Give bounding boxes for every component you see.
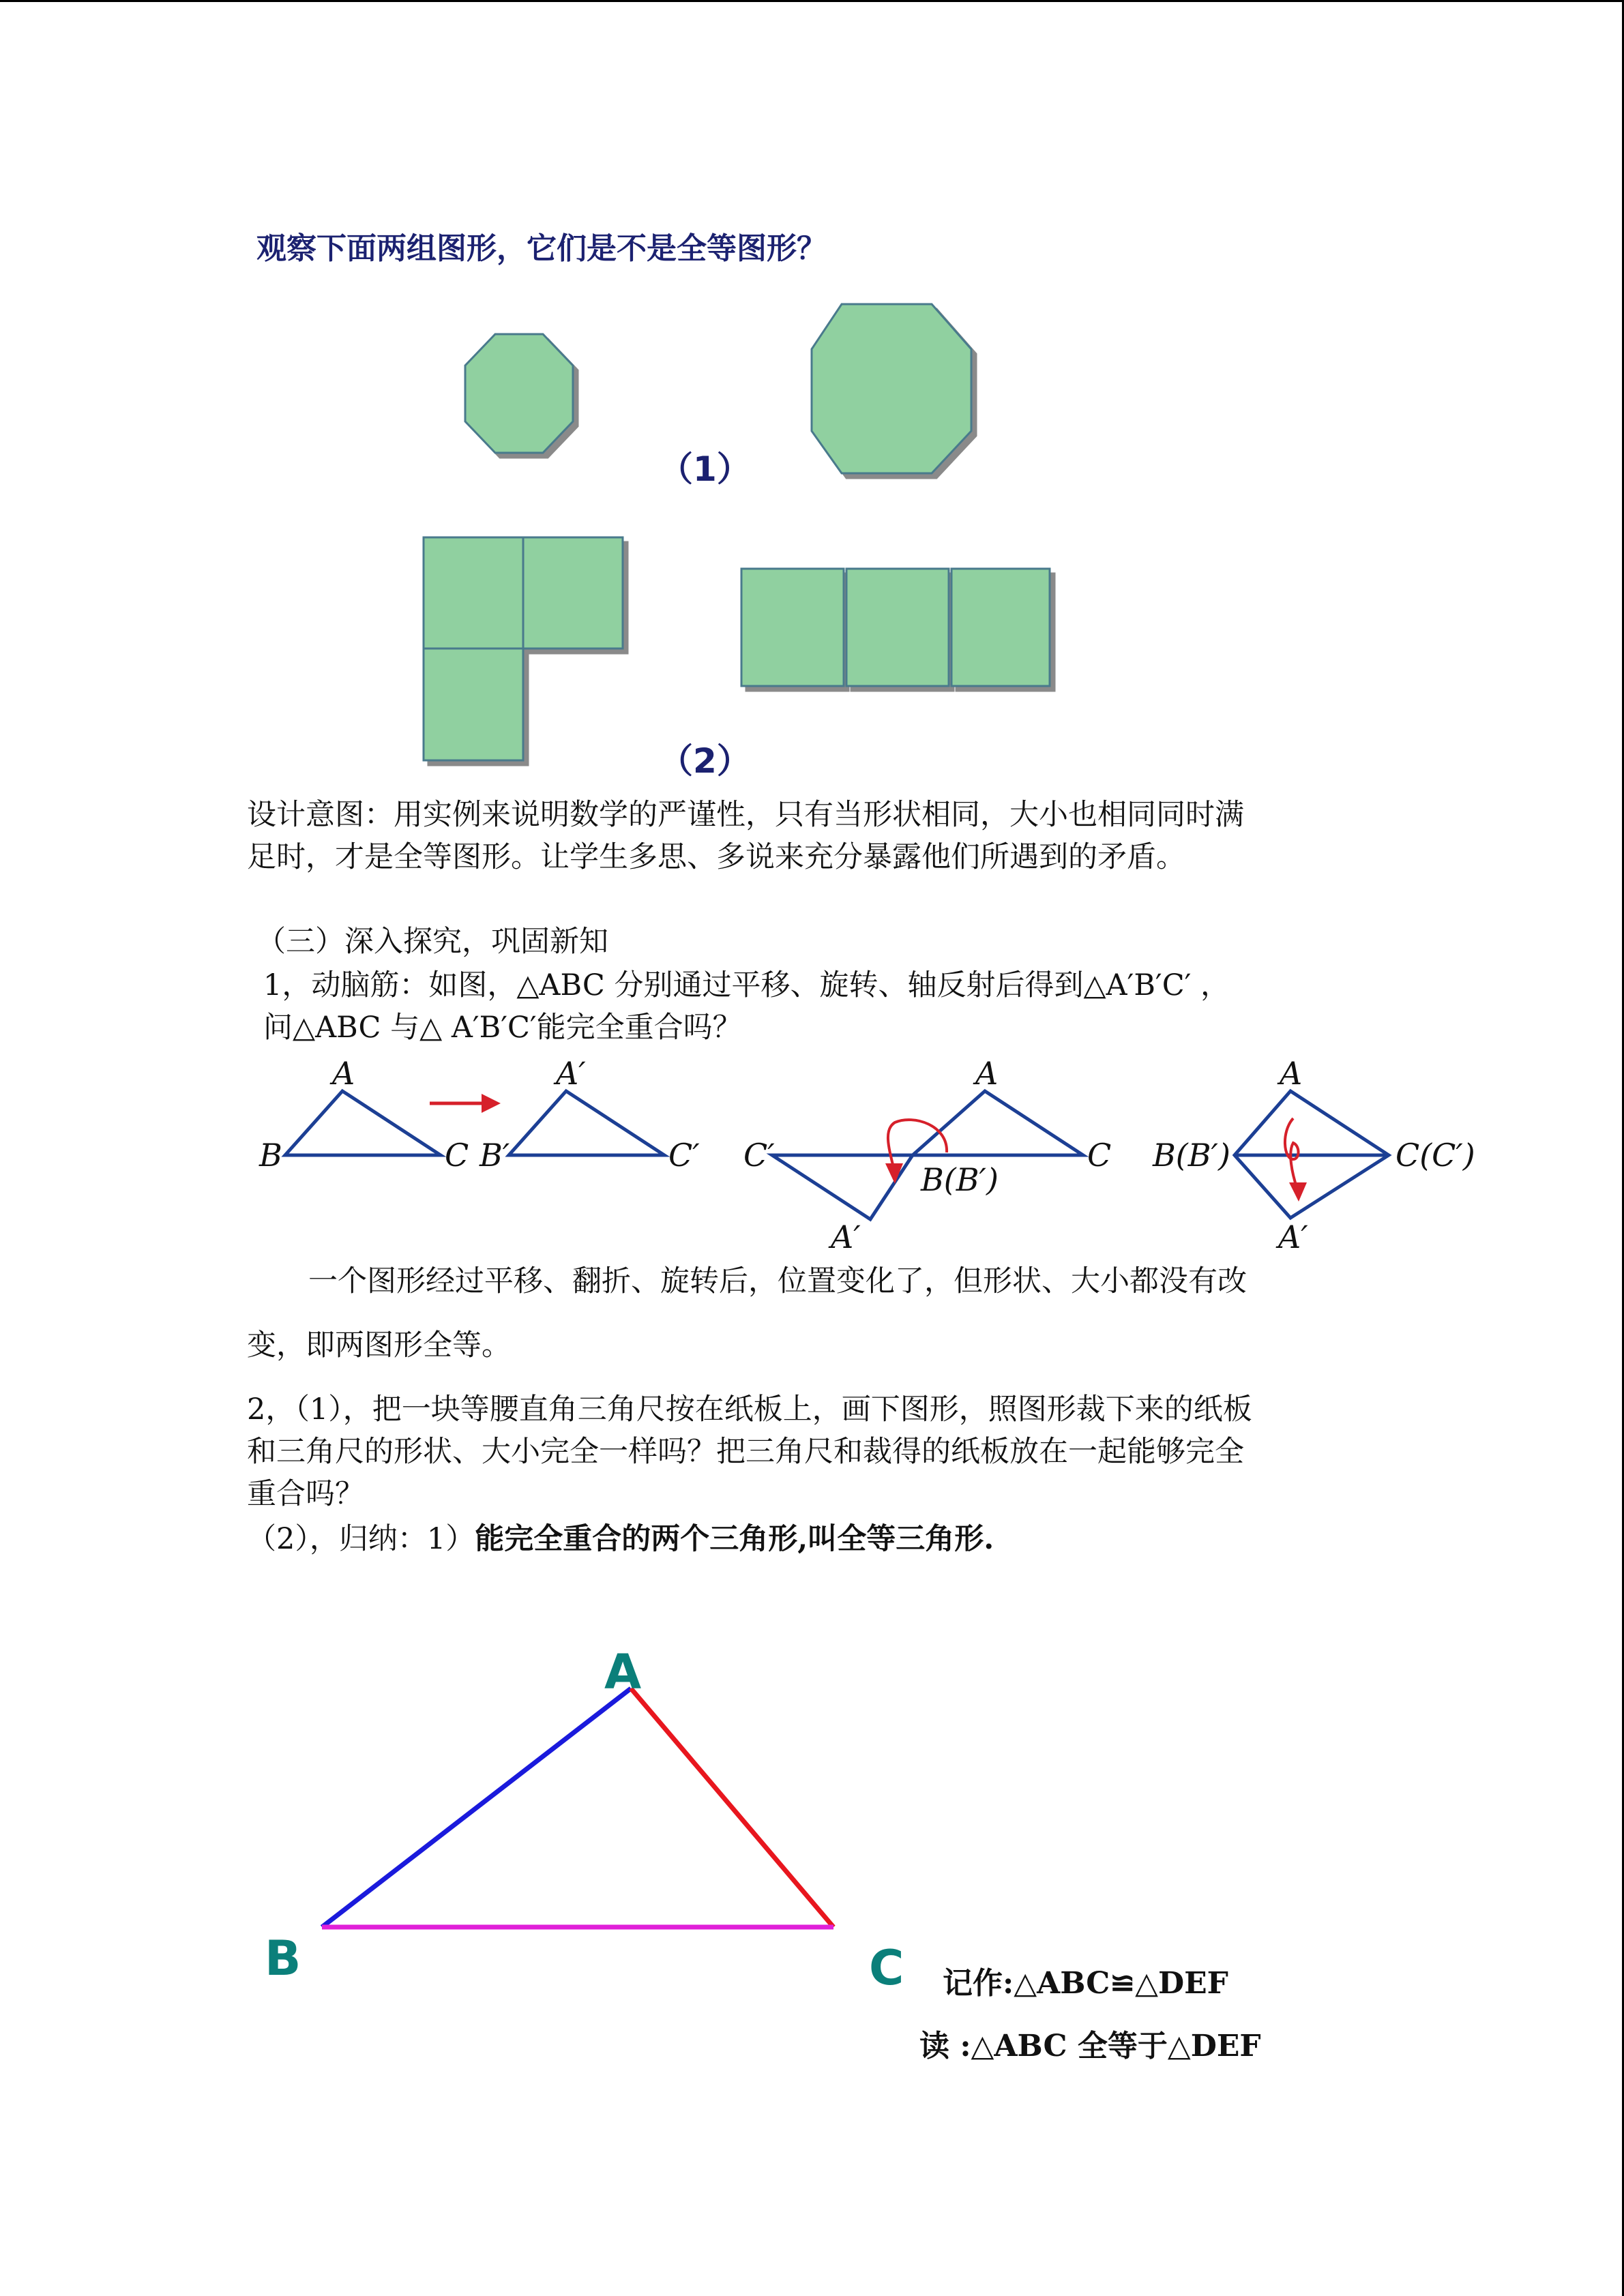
item2-line2: 和三角尺的形状、大小完全一样吗？把三角尺和裁得的纸板放在一起能够完全 (247, 1435, 1244, 1469)
rotate-label-B-B2: B(B′) (921, 1161, 999, 1198)
rotate-label-A2: A′ (831, 1219, 861, 1255)
reflect-label-A2: A′ (1278, 1219, 1308, 1255)
big-label-C: C (869, 1940, 904, 1996)
conclusion-line2: 变，即两图形全等。 (247, 1328, 511, 1362)
section3-item1-line1: 1，动脑筋：如图，△ABC 分别通过平移、旋转、轴反射后得到△A′B′C′ ， (263, 968, 1230, 1002)
conclusion-line1: 一个图形经过平移、翻折、旋转后，位置变化了，但形状、大小都没有改 (308, 1264, 1247, 1298)
rotate-label-A: A (975, 1055, 999, 1092)
big-label-A: A (604, 1644, 642, 1700)
notation-written: 记作:△ABC≌△DEF (943, 1966, 1228, 2001)
group1-label: （1） (659, 449, 751, 489)
side-AC (631, 1688, 833, 1927)
translate-label-B2: B′ (479, 1137, 510, 1174)
section3-item1-line2: 问△ABC 与△ A′B′C′能完全重合吗？ (263, 1011, 742, 1045)
reflect-label-A: A (1280, 1055, 1303, 1092)
reflect-label-C-C2: C(C′) (1396, 1137, 1475, 1174)
big-label-B: B (265, 1930, 301, 1986)
section3-title: （三）深入探究，巩固新知 (256, 925, 608, 959)
group2-label: （2） (659, 741, 751, 781)
design-intent-line1: 设计意图：用实例来说明数学的严谨性，只有当形状相同，大小也相同同时满 (247, 798, 1244, 832)
translate-label-B: B (259, 1137, 282, 1174)
item2-line4-definition: 能完全重合的两个三角形,叫全等三角形. (475, 1522, 994, 1556)
design-intent-line2: 足时，才是全等图形。让学生多思、多说来充分暴露他们所遇到的矛盾。 (247, 840, 1185, 874)
item2-line3: 重合吗？ (247, 1477, 364, 1511)
translate-label-A2: A′ (556, 1055, 586, 1092)
question-heading: 观察下面两组图形，它们是不是全等图形？ (256, 231, 827, 266)
rotate-label-C2: C′ (743, 1137, 775, 1174)
side-AB (322, 1688, 631, 1927)
item2-line4-prefix: （2），归纳：1） (247, 1522, 475, 1556)
translate-label-A: A (332, 1055, 355, 1092)
translate-label-C: C (445, 1137, 469, 1174)
reflect-label-B-B2: B(B′) (1153, 1137, 1230, 1174)
rotate-label-C: C (1087, 1137, 1112, 1174)
translate-label-C2: C′ (668, 1137, 700, 1174)
notation-read: 读 :△ABC 全等于△DEF (919, 2029, 1261, 2063)
item2-line1: 2，（1），把一块等腰直角三角尺按在纸板上，画下图形，照图形裁下来的纸板 (247, 1392, 1252, 1427)
